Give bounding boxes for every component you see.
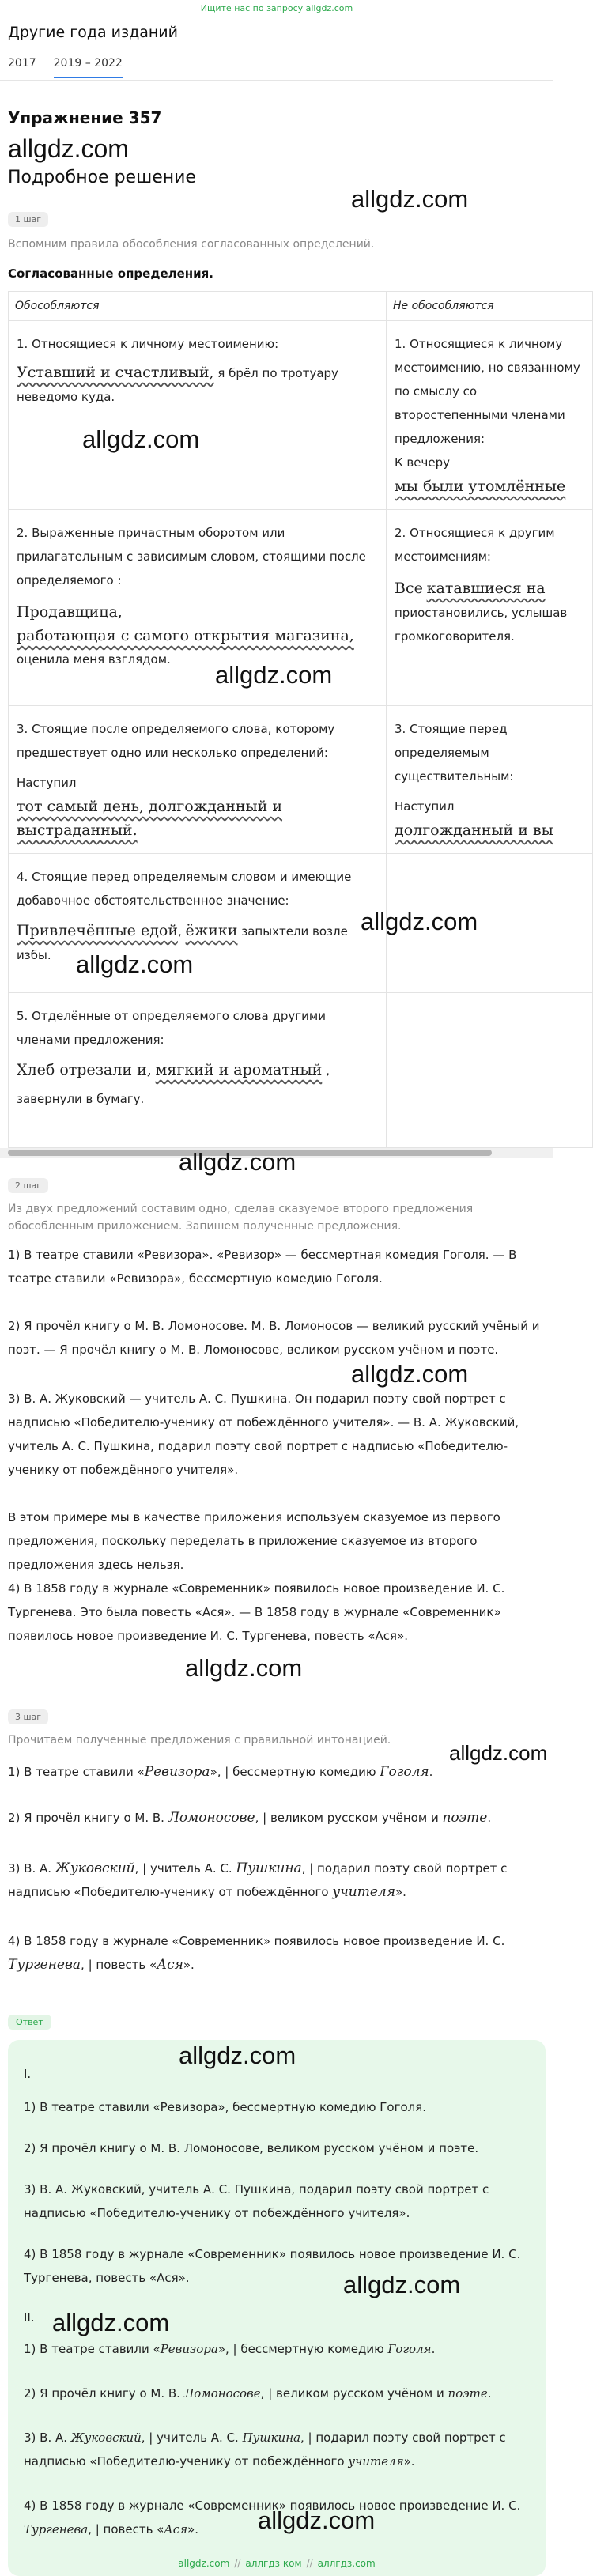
example-text: громкоговорителя. <box>395 629 515 644</box>
text: . <box>429 1765 433 1779</box>
text: 1) В театре ставили « <box>8 1765 145 1779</box>
watermark: allgdz.com <box>343 2271 461 2298</box>
text: , | подарил поэту свой портрет с надписью «Победителю-ученику от побеждённого <box>8 1861 508 1899</box>
answer-sentence: 2) Я прочёл книгу о М. В. Ломоносове, великом русском учёном и поэте. <box>24 2141 479 2155</box>
watermark: allgdz.com <box>215 661 333 689</box>
example-text: приостановились, услышав <box>395 606 568 620</box>
stressed-word: Ревизора <box>144 1764 210 1780</box>
rule-text: 3. Стоящие перед определяемым существительным: <box>395 722 514 784</box>
text: 4) В 1858 году в журнале «Современник» появилось новое произведение И. С. <box>24 2499 521 2513</box>
text: . <box>487 1811 492 1825</box>
handwritten-example: ёжики <box>185 922 238 939</box>
stressed-word: Пушкина <box>236 1860 302 1876</box>
watermark: allgdz.com <box>258 2506 376 2534</box>
text: 2) Я прочёл книгу о М. В. <box>8 1811 168 1825</box>
answer-sentence: 3) В. А. Жуковский, учитель А. С. Пушкина, подарил поэту свой портрет с надписью «Победителю-ученику от побеждённого учителя». <box>24 2182 489 2220</box>
watermark: allgdz.com <box>76 950 194 978</box>
stressed-word: Тургенева <box>8 1957 81 1973</box>
handwritten-example: работающая с самого открытия магазина, <box>17 627 354 644</box>
table-row <box>9 993 593 1148</box>
stressed-word: Ломоносове <box>183 2386 261 2400</box>
intonation-sentence <box>24 2337 530 2361</box>
step-intro: Прочитаем полученные предложения с правильной интонацией. <box>8 1734 391 1747</box>
paragraph: В этом примере мы в качестве приложения используем сказуемое из первого предложения, поскольку переделать в приложение сказуемое из второго предложения здесь нельзя. <box>8 1510 500 1572</box>
stressed-word: учителя <box>332 1884 395 1900</box>
watermark: allgdz.com <box>179 1148 296 1176</box>
table-cell <box>9 321 387 510</box>
handwritten-example: катавшиеся на <box>426 580 546 597</box>
rule-text: 3. Стоящие после определяемого слова, которому предшествует одно или несколько определений: <box>17 722 335 760</box>
text: 3) В. А. <box>8 1861 55 1875</box>
footer-link[interactable]: аллгдз ком <box>245 2558 302 2569</box>
example-text: К вечеру <box>395 455 450 470</box>
handwritten-example: Привлечённые едой <box>17 922 178 939</box>
watermark: allgdz.com <box>82 425 200 453</box>
tab-2019-2022[interactable]: 2019 – 2022 <box>54 57 123 78</box>
intonation-sentence <box>8 1806 546 1830</box>
table-cell: 5. Отделённые от определяемого слова другими членами предложения: Хлеб отрезали и, мягкий и ароматный , завернули в бумагу. <box>9 993 387 1148</box>
footer-link[interactable]: аллгдз.com <box>317 2558 376 2569</box>
answer-part-label: II. <box>24 2310 35 2325</box>
watermark: allgdz.com <box>449 1741 548 1765</box>
text: ». <box>183 1958 195 1972</box>
top-search-hint[interactable]: Ищите нас по запросу allgdz.com <box>200 3 353 13</box>
footer-links: allgdz.com // аллгдз ком // аллгдз.com <box>178 2558 376 2569</box>
answer-sentence: 1) В театре ставили «Ревизора», бессмертную комедию Гоголя. <box>24 2100 427 2114</box>
paragraph: 3) В. А. Жуковский — учитель А. С. Пушкина. Он подарил поэту свой портрет с надписью «Победителю-ученику от побеждённого учителя». — В. А. Жуковский, учитель А. С. Пушкина, подарил поэту свой портрет с надписью «Победителю-ученику от побеждённого учителя». <box>8 1392 519 1477</box>
handwritten-example: Хлеб отрезали и, <box>17 1061 152 1078</box>
rule-text: 5. Отделённые от определяемого слова другими членами предложения: <box>17 1009 326 1047</box>
stressed-word: Гоголя <box>387 2342 432 2356</box>
paragraph: 1) В театре ставили «Ревизора». «Ревизор» — бессмертная комедия Гоголя. — В театре ставили «Ревизора», бессмертную комедию Гоголя. <box>8 1248 517 1286</box>
column-header-not-separated: Не обособляются <box>387 292 593 321</box>
text: , | великом русском учёном и <box>255 1811 443 1825</box>
rule-text: 2. Выраженные причастным оборотом или прилагательным с зависимым словом, стоящими после определяемого : <box>17 526 366 587</box>
stressed-word: Ася <box>164 2522 188 2536</box>
table-row <box>9 706 593 854</box>
table-cell <box>387 510 593 706</box>
handwritten-example: долгожданный и вы <box>395 822 553 839</box>
handwritten-example: Уставший и счастливый, <box>17 364 214 381</box>
step-intro: Из двух предложений составим одно, сделав сказуемое второго предложения обособленным приложением. Запишем полученные предложения. <box>8 1203 474 1233</box>
example-text: завернули в бумагу. <box>17 1092 145 1106</box>
editions-title: Другие года изданий <box>8 24 178 41</box>
handwritten-example: тот самый день, долгожданный и выстраданный. <box>17 798 283 839</box>
stressed-word: поэте <box>442 1810 488 1826</box>
column-header-separated: Обособляются <box>9 292 387 321</box>
text: , | великом русском учёном и <box>260 2386 448 2400</box>
text: 2) Я прочёл книгу о М. В. <box>24 2386 184 2400</box>
step-badge: 2 шаг <box>8 1178 48 1193</box>
text: », | бессмертную комедию <box>217 2342 388 2356</box>
text: 1) В театре ставили « <box>24 2342 161 2356</box>
example-text: неведомо куда. <box>17 390 115 404</box>
table-heading: Согласованные определения. <box>8 266 213 281</box>
text: ». <box>403 2454 415 2468</box>
site-name: allgdz.com <box>8 134 129 163</box>
stressed-word: учителя <box>348 2454 404 2468</box>
intonation-sentence <box>24 2381 530 2405</box>
watermark: allgdz.com <box>361 908 478 935</box>
paragraph: 2) Я прочёл книгу о М. В. Ломоносове. М. В. Ломоносов — великий русский учёный и поэт. — Я прочёл книгу о М. В. Ломоносове, великом русском учёном и поэте. <box>8 1319 540 1357</box>
text: », | бессмертную комедию <box>210 1765 380 1779</box>
rules-table <box>8 291 593 1148</box>
table-row <box>9 321 593 510</box>
step-badge: 3 шаг <box>8 1709 48 1724</box>
tab-2017[interactable]: 2017 <box>8 57 36 70</box>
stressed-word: Ломоносове <box>168 1810 255 1826</box>
footer-link[interactable]: allgdz.com <box>178 2558 230 2569</box>
table-cell: 4. Стоящие перед определяемым словом и имеющие добавочное обстоятельственное значение: Привлечённые едой, ёжики запыхтели возле избы. <box>9 854 387 993</box>
stressed-word: Ревизора <box>160 2342 218 2356</box>
watermark: allgdz.com <box>351 1360 469 1388</box>
exercise-title: Упражнение 357 <box>8 108 162 127</box>
text: , | подарил поэту свой портрет с надписью «Победителю-ученику от побеждённого <box>24 2431 506 2468</box>
text: . <box>431 2342 436 2356</box>
rule-text: 4. Стоящие перед определяемым словом и имеющие добавочное обстоятельственное значение: <box>17 870 352 908</box>
example-text: Наступил <box>17 776 77 790</box>
text: ». <box>395 1885 406 1899</box>
step-badge: 1 шаг <box>8 212 48 227</box>
watermark: allgdz.com <box>351 185 469 213</box>
example-text: оценила меня взглядом. <box>17 652 171 667</box>
example-text: я брёл по тротуару <box>217 366 338 380</box>
tabs-divider <box>0 80 553 81</box>
text: 3) В. А. <box>24 2431 71 2445</box>
rule-text: 1. Относящиеся к личному местоимению: <box>17 337 279 351</box>
example-text: запыхтели возле избы. <box>17 924 348 962</box>
stressed-word: Пушкина <box>242 2431 301 2445</box>
stressed-word: Ася <box>157 1957 183 1973</box>
table-cell <box>387 321 593 510</box>
handwritten-example: Все <box>395 580 423 597</box>
table-cell <box>387 706 593 854</box>
stressed-word: Жуковский <box>70 2431 142 2445</box>
intonation-sentence <box>8 1856 546 1904</box>
text: 4) В 1858 году в журнале «Современник» появилось новое произведение И. С. <box>8 1934 505 1948</box>
stressed-word: Тургенева <box>24 2522 89 2536</box>
watermark: allgdz.com <box>52 2309 170 2336</box>
paragraph: 4) В 1858 году в журнале «Современник» появилось новое произведение И. С. Тургенева. Это была повесть «Ася». — В 1858 году в журнале «Современник» появилось новое произведение И. С. Тургенева, повесть «Ася». <box>8 1581 505 1643</box>
watermark: allgdz.com <box>179 2042 296 2069</box>
handwritten-example: мы были утомлённые <box>395 478 566 495</box>
answer-part-label: I. <box>24 2067 32 2081</box>
intonation-sentence <box>24 2426 530 2473</box>
year-tabs <box>8 57 123 78</box>
text: , | повесть « <box>81 1958 157 1972</box>
text: . <box>487 2386 492 2400</box>
intonation-sentence <box>8 1929 546 1977</box>
handwritten-example: Продавщица, <box>17 603 123 621</box>
example-text: Наступил <box>395 799 455 814</box>
text: , | учитель А. С. <box>141 2431 243 2445</box>
watermark: allgdz.com <box>185 1654 303 1682</box>
answer-sentence: 4) В 1858 году в журнале «Современник» появилось новое произведение И. С. Тургенева, повесть «Ася». <box>24 2247 521 2285</box>
stressed-word: Гоголя <box>380 1764 429 1780</box>
text: ». <box>187 2522 199 2536</box>
table-cell <box>387 993 593 1148</box>
answer-badge: Ответ <box>8 2015 51 2030</box>
text: , | учитель А. С. <box>134 1861 236 1875</box>
stressed-word: Жуковский <box>55 1860 135 1876</box>
handwritten-example: мягкий и ароматный <box>155 1061 323 1078</box>
stressed-word: поэте <box>448 2386 488 2400</box>
step-intro: Вспомним правила обособления согласованных определений. <box>8 238 375 251</box>
table-cell <box>9 706 387 854</box>
rule-text: 2. Относящиеся к другим местоимениям: <box>395 526 555 564</box>
text: , | повесть « <box>88 2522 164 2536</box>
solution-title: Подробное решение <box>8 168 196 187</box>
rule-text: 1. Относящиеся к личному местоимению, но связанному по смыслу со второстепенными членами предложения: <box>395 337 580 446</box>
